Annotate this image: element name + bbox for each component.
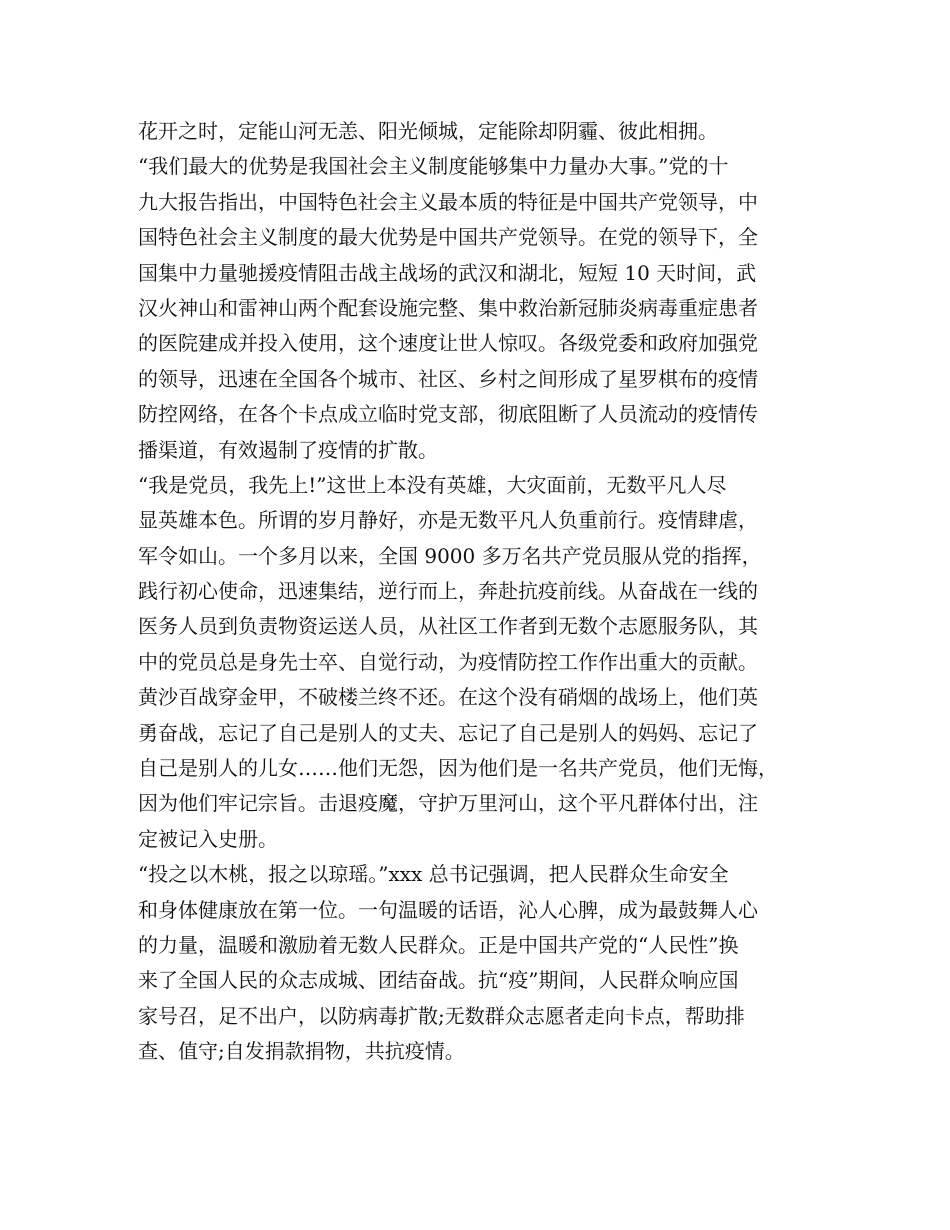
text-line: 军令如山。一个多月以来，全国 9000 多万名共产党员服从党的指挥， — [138, 543, 762, 568]
text-line: 的领导，迅速在全国各个城市、社区、乡村之间形成了星罗棋布的疫情 — [138, 366, 758, 391]
text-line: 查、值守;自发捐款捐物，共抗疫情。 — [138, 1039, 465, 1064]
text-line: 国集中力量驰援疫情阻击战主战场的武汉和湖北，短短 10 天时间，武 — [138, 260, 757, 285]
text-line: 显英雄本色。所谓的岁月静好，亦是无数平凡人负重前行。疫情肆虐， — [138, 508, 758, 533]
text-line: 来了全国人民的众志成城、团结奋战。抗“疫”期间，人民群众响应国 — [138, 968, 739, 993]
text-line: 定被记入史册。 — [138, 826, 278, 851]
text-line: 国特色社会主义制度的最大优势是中国共产党领导。在党的领导下，全 — [138, 225, 758, 250]
text-line: “我们最大的优势是我国社会主义制度能够集中力量办大事。”党的十 — [138, 154, 729, 179]
text-line: 和身体健康放在第一位。一句温暖的话语，沁人心脾，成为最鼓舞人心 — [138, 897, 758, 922]
text-line: 医务人员到负责物资运送人员，从社区工作者到无数个志愿服务队，其 — [138, 614, 758, 639]
text-line: 勇奋战，忘记了自己是别人的丈夫、忘记了自己是别人的妈妈、忘记了 — [138, 720, 758, 745]
text-line: 中的党员总是身先士卒、自觉行动，为疫情防控工作作出重大的贡献。 — [138, 649, 758, 674]
text-line: 九大报告指出，中国特色社会主义最本质的特征是中国共产党领导，中 — [138, 189, 758, 214]
text-line: 花开之时，定能山河无恙、阳光倾城，定能除却阴霾、彼此相拥。 — [138, 119, 718, 143]
text-line: 汉火神山和雷神山两个配套设施完整、集中救治新冠肺炎病毒重症患者 — [138, 295, 758, 320]
text-line: 黄沙百战穿金甲，不破楼兰终不还。在这个没有硝烟的战场上，他们英 — [138, 685, 758, 710]
text-line: 家号召，足不出户，以防病毒扩散;无数群众志愿者走向卡点，帮助排 — [138, 1003, 745, 1028]
document-body — [138, 114, 818, 1070]
text-line: 播渠道，有效遏制了疫情的扩散。 — [138, 437, 438, 462]
text-line: “投之以木桃，报之以琼瑶。”xxx 总书记强调，把人民群众生命安全 — [138, 862, 729, 887]
text-line: 践行初心使命，迅速集结，逆行而上，奔赴抗疫前线。从奋战在一线的 — [138, 579, 758, 604]
text-line: 自己是别人的儿女……他们无怨，因为他们是一名共产党员，他们无悔， — [138, 756, 778, 781]
text-line: 的力量，温暖和激励着无数人民群众。正是中国共产党的“人民性”换 — [138, 932, 739, 957]
text-line: 防控网络，在各个卡点成立临时党支部，彻底阻断了人员流动的疫情传 — [138, 402, 758, 427]
text-line: 的医院建成并投入使用，这个速度让世人惊叹。各级党委和政府加强党 — [138, 331, 758, 356]
text-line: “我是党员，我先上!”这世上本没有英雄，大灾面前，无数平凡人尽 — [138, 472, 727, 497]
text-line: 因为他们牢记宗旨。击退疫魔，守护万里河山，这个平凡群体付出，注 — [138, 791, 758, 816]
